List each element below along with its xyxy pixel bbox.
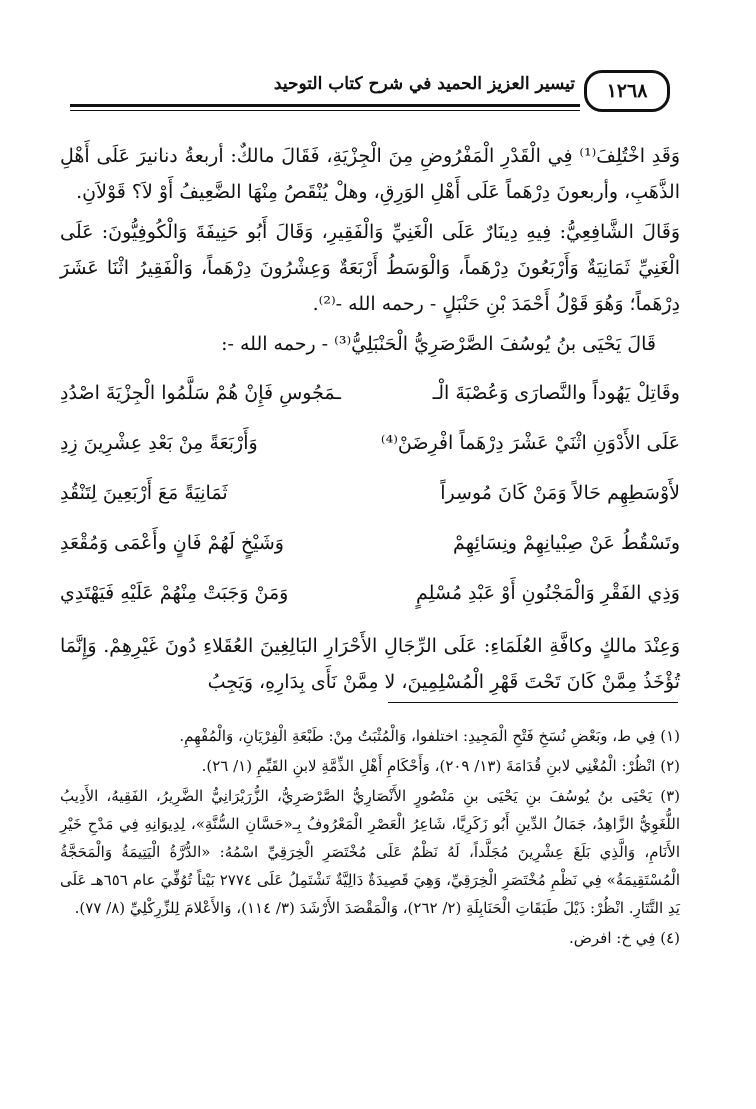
verse-line — [60, 468, 680, 518]
verse-line — [60, 418, 680, 468]
verse-second-hemistich: ـمَجُوسِ فَإِنْ هُمْ سَلَّمُوا الْجِزْيَةَ اصْدُدِ — [60, 382, 341, 404]
verse-line — [60, 368, 680, 418]
footnotes — [60, 722, 680, 954]
main-text — [60, 138, 680, 704]
verse-second-hemistich: وَشَيْخٍ لَهُمْ فَانٍ وأَعْمَى وَمُقْعَدِ — [60, 532, 284, 554]
footnote-1: (١) فِي ط، وبَعْضِ نُسَخِ فَتْحِ الْمَجِيدِ: اختلفوا، وَالْمُثْبَتُ مِنْ: طَبْعَةِ الْفِرْيَانِ، وَالْمُفْهِمِ. — [179, 727, 680, 745]
verse-second-hemistich: وَمَنْ وَجَبَتْ مِنْهُمْ عَلَيْهِ فَيَهْتَدِي — [60, 582, 289, 604]
verse-line — [60, 568, 680, 618]
verse-first-hemistich: وقَاتِلْ يَهُوداً والنَّصارَى وَعُصْبَةَ الْـ — [432, 382, 680, 404]
header-rule — [70, 104, 580, 107]
verse-second-hemistich: وَأَرْبَعَةً مِنْ بَعْدِ عِشْرِينَ زِدِ — [60, 432, 258, 454]
verse-first-hemistich: لأَوْسَطِهِم حَالاً وَمَنْ كَانَ مُوسِراً — [440, 482, 680, 504]
page-header — [70, 60, 670, 120]
verse-first-hemistich: وَذِي الفَقْرِ وَالْمَجْنُونِ أَوْ عَبْدِ مُسْلِمٍ — [415, 582, 680, 604]
verse-first-hemistich: عَلَى الأَدْوَنِ اثْنَيْ عَشْرَ دِرْهَماً افْرِضَنْ⁽⁴⁾ — [380, 432, 680, 454]
paragraph-shafii-opinion: وَقَالَ الشَّافِعِيُّ: فِيهِ دِينَارٌ عَلَى الْغَنِيِّ وَالْفَقِيرِ، وَقَالَ أَبُو حَنِيفَةَ وَالْكُوفِيُّونَ: عَلَى الْغَنِيِّ ثَمَانِيَةٌ وَأَرْبَعُونَ دِرْهَماً، وَالْوَسَطُ أَرْبَعَةٌ وَعِشْرُونَ دِرْهَماً، وَالْفَقِيرُ اثْنَا عَشَرَ دِرْهَماً؛ وَهُوَ قَوْلُ أَحْمَدَ بْنِ حَنْبَلٍ - رحمه الله -⁽²⁾. — [60, 221, 680, 315]
paragraph-scholars-opinion: وَعِنْدَ مالكٍ وكافَّةِ العُلَمَاءِ: عَلَى الرِّجَالِ الأَحْرَارِ البَالِغِينَ العُقَلاءِ دُونَ غَيْرِهِمْ. وَإِنَّمَا تُؤْخَذُ مِمَّنْ كَانَ تَحْتَ قَهْرِ الْمُسْلِمِينَ، لا مِمَّنْ نَأَى بِدَارِهِ، وَيَجِبُ — [60, 635, 680, 693]
footnote-2: (٢) انْظُرْ: الْمُغْنِي لابنِ قُدَامَةَ (١٣/ ٢٠٩)، وَأَحْكَامِ أَهْلِ الذِّمَّةِ لابنِ القَيِّمِ (١/ ٢٦). — [201, 757, 680, 775]
header-rule-thin — [70, 110, 580, 111]
poem — [60, 368, 680, 618]
verse-line — [60, 518, 680, 568]
footnote-separator — [388, 702, 678, 703]
footnote-3: (٣) يَحْيَى بنُ يُوسُفَ بنِ يَحْيَى بنِ مَنْصُورٍ الأَنْصَارِيُّ الصَّرْصَرِيُّ، الزُّرَيْرَانِيُّ الضَّرِيرُ، الفَقِيهُ، الأَدِيبُ اللُّغَوِيُّ الزَّاهِدُ، جَمَالُ الدِّينِ أَبُو زَكَرِيَّا، شَاعِرُ الْعَصْرِ الْمَعْرُوفُ بِـ«حَسَّانِ السُّنَّةِ»، لِدِيوَانِهِ فِي مَدْحِ خَيْرِ الأَنَامِ، وَالَّذِي بَلَغَ عِشْرِينَ مُجَلَّداً، لَهُ نَظْمٌ عَلَى مُخْتَصَرِ الْخِرَقِيِّ اسْمُهُ: «الدُّرَّةُ الْيَتِيمَةُ وَالْمَحَجَّةُ الْمُسْتَقِيمَةُ» فِي نَظْمِ مُخْتَصَرِ الْخِرَقِيِّ، وَهِيَ قَصِيدَةٌ دَالِيَّةٌ تَشْتَمِلُ عَلَى ٢٧٧٤ بَيْتاً تُوُفِّيَ عام ٦٥٦هـ عَلَى يَدِ التَّتَارِ. انْظُرْ: ذَيْلَ طَبَقَاتِ الْحَنَابِلَةِ (٢/ ٢٦٢)، وَالْمَقْصَدَ الأَرْشَدَ (٣/ ١١٤)، وَالأَعْلامَ لِلزِّرِكْلِيِّ (٨/ ٧٧). — [60, 787, 680, 917]
paragraph-jizya-amount: وَقَدِ اخْتُلِفَ⁽¹⁾ فِي الْقَدْرِ الْمَفْرُوضِ مِنَ الْجِزْيَةِ، فَقَالَ مالكٌ: أربعةُ دنانيرَ عَلَى أَهْلِ الذَّهَبِ، وأربعونَ دِرْهَماً عَلَى أَهْلِ الوَرِقِ، وهلْ يُنْقَصُ مِنْهَا الضَّعِيفُ أَوْ لاَ؟ قَوْلاَنِ. — [60, 145, 681, 203]
footnote-4: (٤) فِي خ: افرض. — [568, 929, 680, 947]
verse-second-hemistich: ثَمَانِيَةً مَعَ أَرْبَعِينَ لِتَنْقُدِ — [60, 482, 228, 504]
running-title: تيسير العزيز الحميد في شرح كتاب التوحيد — [273, 74, 575, 94]
page-number: ١٢٦٨ — [584, 70, 670, 112]
poem-attribution: قَالَ يَحْيَى بنُ يُوسُفَ الصَّرْصَرِيُّ الْحَنْبَلِيُّ⁽³⁾ - رحمه الله -: — [221, 333, 656, 355]
verse-first-hemistich: وتَسْقُطُ عَنْ صِبْيانِهِمْ ونِسَائِهِمْ — [453, 532, 680, 554]
